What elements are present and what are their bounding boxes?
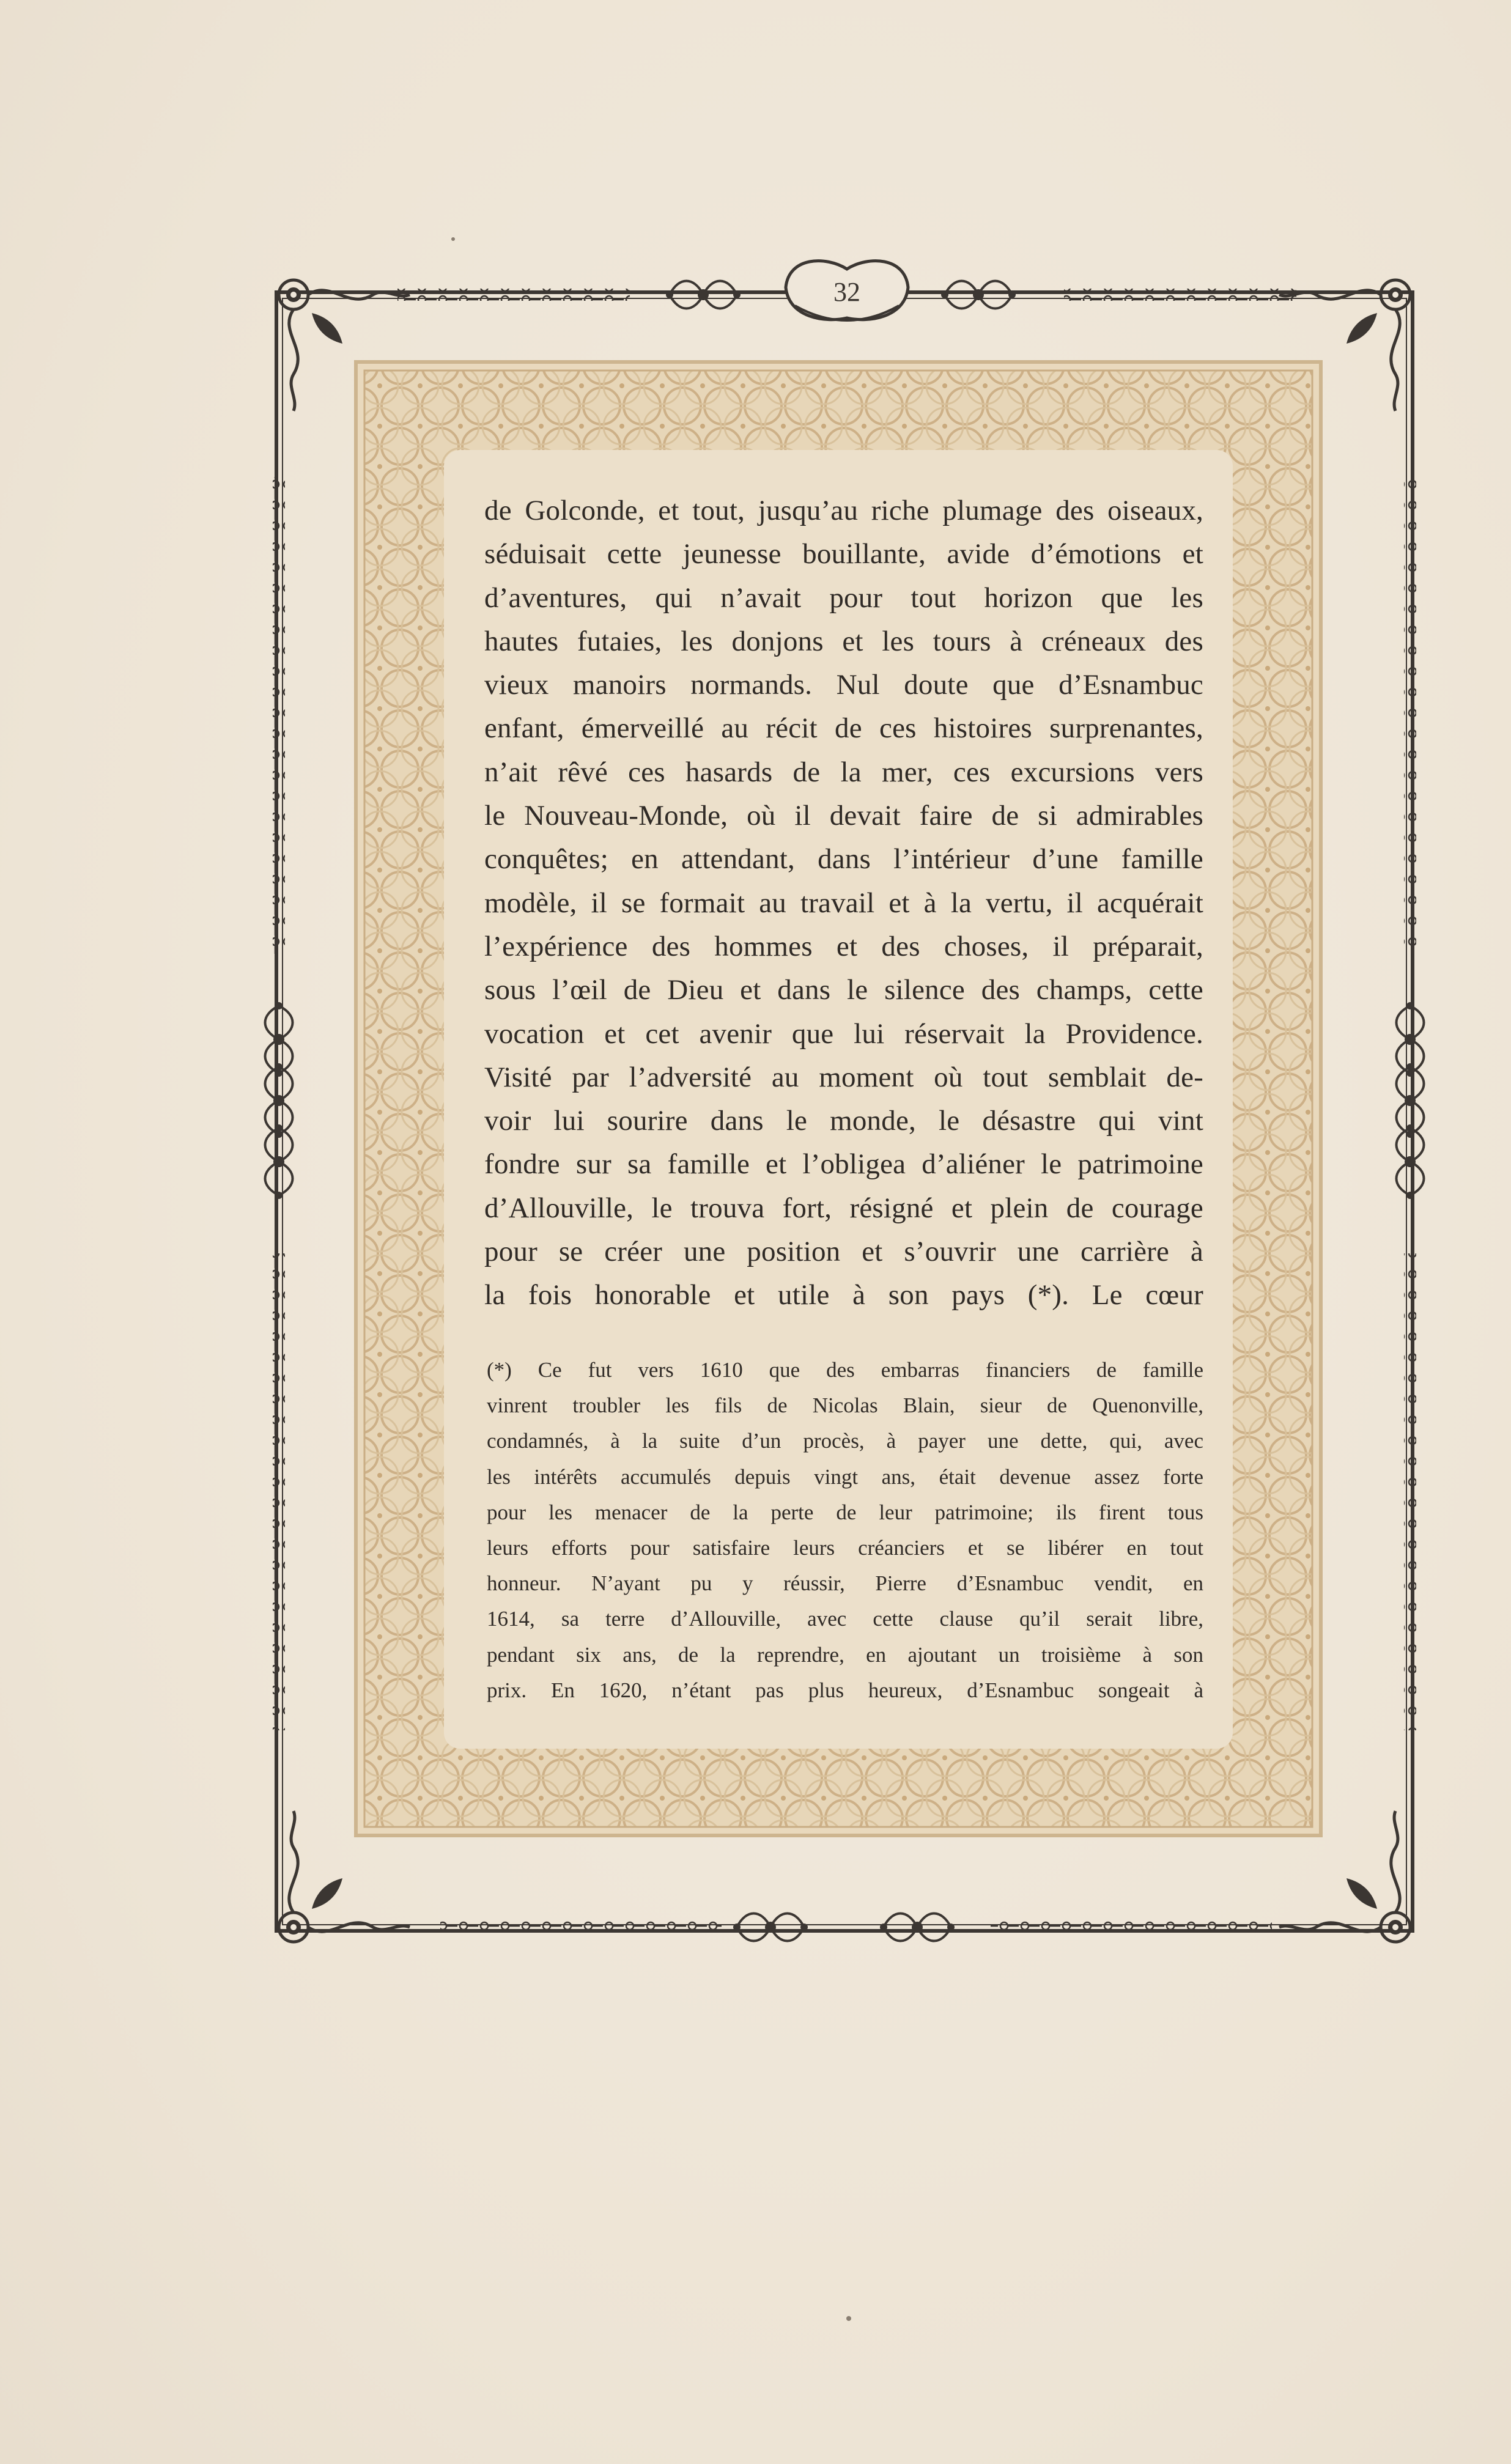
page-number: 32: [833, 277, 860, 307]
footnote-line: prix. En 1620, n’étant pas plus heureux, d’Esnambuc songeait à: [487, 1678, 1203, 1702]
footnote-line: vinrent troubler les fils de Nicolas Blain, sieur de Quenonville,: [487, 1393, 1203, 1418]
footnote: [487, 1352, 1203, 1708]
text-line: n’ait rêvé ces hasards de la mer, ces excursions vers: [484, 756, 1203, 788]
text-line: séduisait cette jeunesse bouillante, avide d’émotions et: [484, 538, 1203, 570]
text-line: vocation et cet avenir que lui réservait la Providence.: [484, 1017, 1203, 1050]
footnote-line: condamnés, à la suite d’un procès, à payer une dette, qui, avec: [487, 1429, 1203, 1453]
text-line: l’expérience des hommes et des choses, il préparait,: [484, 930, 1203, 962]
text-line: conquêtes; en attendant, dans l’intérieur d’une famille: [484, 843, 1203, 876]
text-line: de Golconde, et tout, jusqu’au riche plumage des oiseaux,: [484, 495, 1203, 526]
text-line: d’aventures, qui n’avait pour tout horizon que les: [484, 581, 1203, 614]
footnote-line: (*) Ce fut vers 1610 que des embarras financiers de famille: [487, 1358, 1203, 1382]
paper-speck: [846, 2316, 851, 2321]
text-line: voir lui sourire dans le monde, le désastre qui vint: [484, 1105, 1203, 1137]
footnote-line: honneur. N’ayant pu y réussir, Pierre d’Esnambuc vendit, en: [487, 1571, 1203, 1596]
text-line: la fois honorable et utile à son pays (*). Le cœur: [484, 1279, 1203, 1311]
footnote-line: leurs efforts pour satisfaire leurs créanciers et se libérer en tout: [487, 1535, 1203, 1560]
text-line: enfant, émerveillé au récit de ces histoires surprenantes,: [484, 712, 1203, 745]
text-line: modèle, il se formait au travail et à la vertu, il acquérait: [484, 887, 1203, 919]
text-line: le Nouveau-Monde, où il devait faire de si admirables: [484, 800, 1203, 832]
text-line: Visité par l’adversité au moment où tout semblait de-: [484, 1061, 1203, 1093]
footnote-line: les intérêts accumulés depuis vingt ans, était devenue assez forte: [487, 1464, 1203, 1489]
footnote-line: 1614, sa terre d’Allouville, avec cette clause qu’il serait libre,: [487, 1607, 1203, 1631]
text-line: sous l’œil de Dieu et dans le silence des champs, cette: [484, 974, 1203, 1006]
footnote-line: pendant six ans, de la reprendre, en ajoutant un troisième à son: [487, 1642, 1203, 1667]
main-text: [484, 489, 1203, 1318]
footnote-line: pour les menacer de la perte de leur patrimoine; ils firent tous: [487, 1500, 1203, 1524]
text-line: d’Allouville, le trouva fort, résigné et plein de courage: [484, 1192, 1203, 1224]
text-line: hautes futaies, les donjons et les tours à créneaux des: [484, 625, 1203, 657]
paper-speck: [451, 237, 455, 241]
text-line: pour se créer une position et s’ouvrir une carrière à: [484, 1236, 1203, 1268]
text-line: fondre sur sa famille et l’obligea d’aliéner le patrimoine: [484, 1148, 1203, 1181]
text-line: vieux manoirs normands. Nul doute que d’Esnambuc: [484, 669, 1203, 701]
